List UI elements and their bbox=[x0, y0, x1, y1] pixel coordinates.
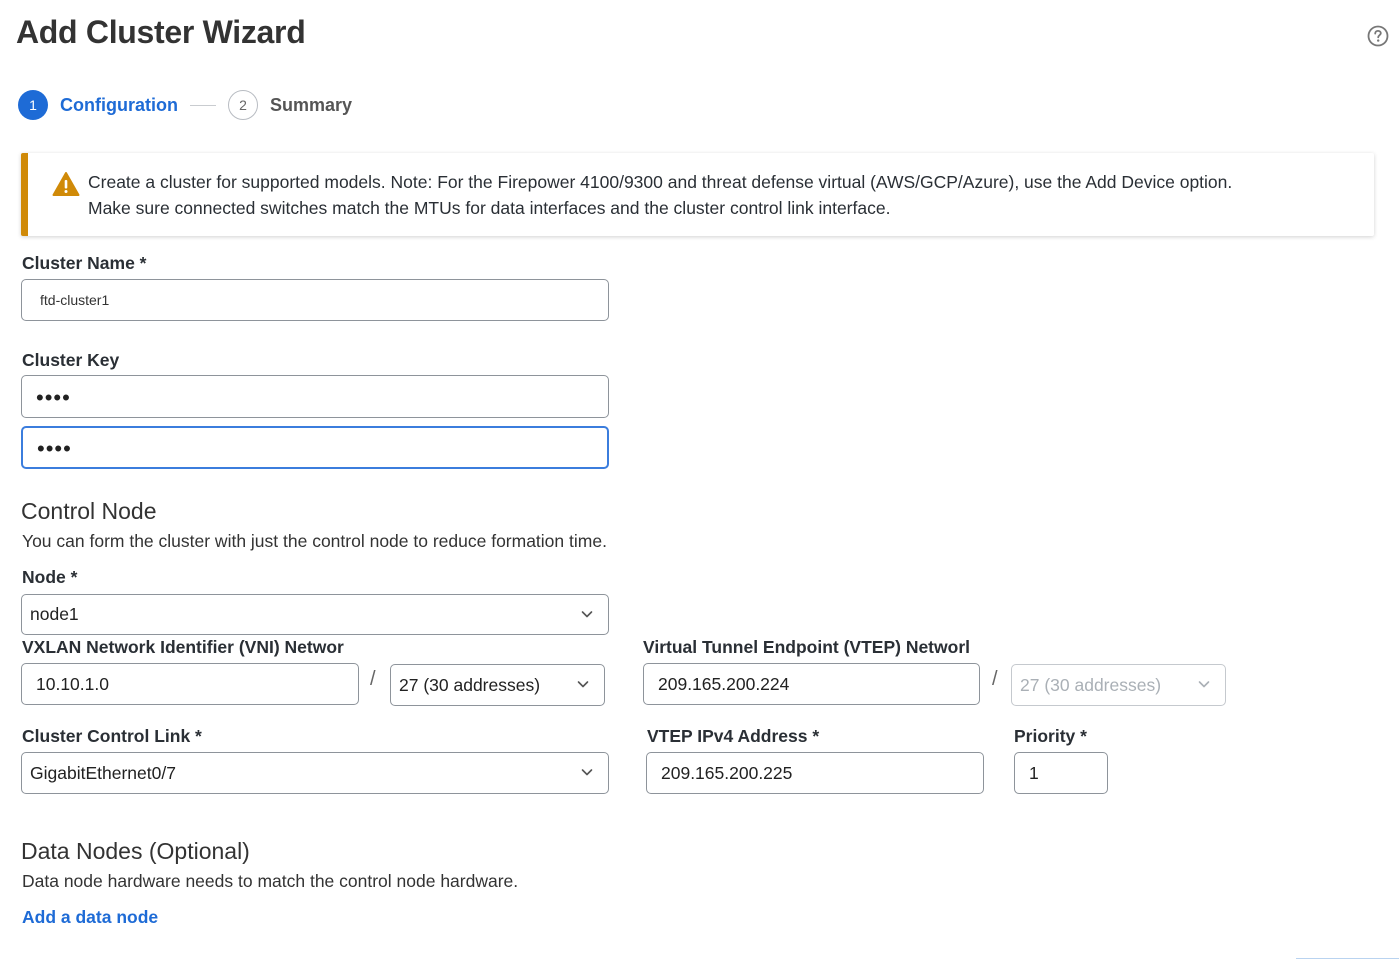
cluster-name-label: Cluster Name * bbox=[22, 253, 147, 273]
chevron-down-icon bbox=[580, 607, 594, 621]
vtep-ipv4-value: 209.165.200.225 bbox=[661, 762, 793, 783]
step-configuration-label[interactable]: Configuration bbox=[60, 94, 178, 115]
cluster-key-confirm-masked-value: •••• bbox=[37, 435, 72, 461]
node-label: Node * bbox=[22, 567, 78, 587]
vtep-ipv4-input[interactable] bbox=[646, 752, 984, 794]
vtep-prefix-value: 27 (30 addresses) bbox=[1020, 674, 1162, 695]
vni-prefix-value: 27 (30 addresses) bbox=[399, 674, 541, 695]
step-1-indicator[interactable]: 1 bbox=[18, 90, 48, 120]
cluster-key-confirm-input[interactable] bbox=[21, 426, 609, 469]
help-circle-icon[interactable] bbox=[1367, 25, 1389, 47]
warning-triangle-icon bbox=[52, 171, 80, 197]
wizard-stepper bbox=[18, 89, 352, 121]
node-select[interactable] bbox=[21, 594, 609, 635]
vni-network-input[interactable] bbox=[21, 663, 359, 705]
cluster-key-label: Cluster Key bbox=[22, 350, 120, 370]
data-nodes-description: Data node hardware needs to match the control node hardware. bbox=[22, 871, 519, 891]
alert-message bbox=[88, 169, 1232, 221]
chevron-down-icon bbox=[576, 677, 590, 691]
page-title: Add Cluster Wizard bbox=[16, 14, 306, 50]
vni-separator: / bbox=[370, 668, 376, 690]
priority-label: Priority * bbox=[1014, 726, 1087, 746]
cluster-control-link-select[interactable] bbox=[21, 752, 609, 794]
priority-input[interactable] bbox=[1014, 752, 1108, 794]
chevron-down-icon bbox=[580, 765, 594, 779]
cluster-name-input[interactable] bbox=[21, 279, 609, 321]
node-select-value: node1 bbox=[30, 604, 79, 624]
vtep-network-value: 209.165.200.224 bbox=[658, 673, 790, 694]
cluster-control-link-label: Cluster Control Link * bbox=[22, 726, 202, 746]
vtep-prefix-select[interactable] bbox=[1011, 664, 1226, 706]
vtep-separator: / bbox=[992, 668, 998, 690]
chevron-down-icon bbox=[1197, 677, 1211, 691]
control-node-description: You can form the cluster with just the control node to reduce formation time. bbox=[22, 531, 607, 551]
vni-prefix-select[interactable] bbox=[390, 664, 605, 706]
vni-network-label: VXLAN Network Identifier (VNI) Networ bbox=[22, 637, 344, 657]
footer-button-edge[interactable] bbox=[1296, 958, 1399, 962]
vtep-network-label: Virtual Tunnel Endpoint (VTEP) Networl bbox=[643, 637, 970, 657]
control-node-heading: Control Node bbox=[21, 498, 157, 524]
alert-line-1: Create a cluster for supported models. Note: For the Firepower 4100/9300 and threat defense virtual (AWS/GCP/Azure), use the Add Device option. bbox=[88, 172, 1233, 192]
cluster-key-masked-value: •••• bbox=[36, 384, 71, 410]
priority-value: 1 bbox=[1029, 762, 1039, 783]
cluster-name-value: ftd-cluster1 bbox=[40, 292, 110, 308]
vtep-ipv4-label: VTEP IPv4 Address * bbox=[647, 726, 820, 746]
warning-alert bbox=[21, 153, 1374, 236]
step-2-indicator[interactable]: 2 bbox=[228, 90, 258, 120]
add-data-node-link[interactable]: Add a data node bbox=[22, 907, 159, 927]
cluster-control-link-value: GigabitEthernet0/7 bbox=[30, 762, 176, 783]
alert-line-2: Make sure connected switches match the MTUs for data interfaces and the cluster control link interface. bbox=[88, 198, 891, 218]
data-nodes-heading: Data Nodes (Optional) bbox=[21, 838, 250, 864]
vni-network-value: 10.10.1.0 bbox=[36, 673, 109, 694]
cluster-key-input[interactable] bbox=[21, 375, 609, 418]
step-summary-label[interactable]: Summary bbox=[269, 94, 353, 115]
vtep-network-input[interactable] bbox=[643, 663, 980, 705]
step-connector bbox=[190, 105, 216, 106]
